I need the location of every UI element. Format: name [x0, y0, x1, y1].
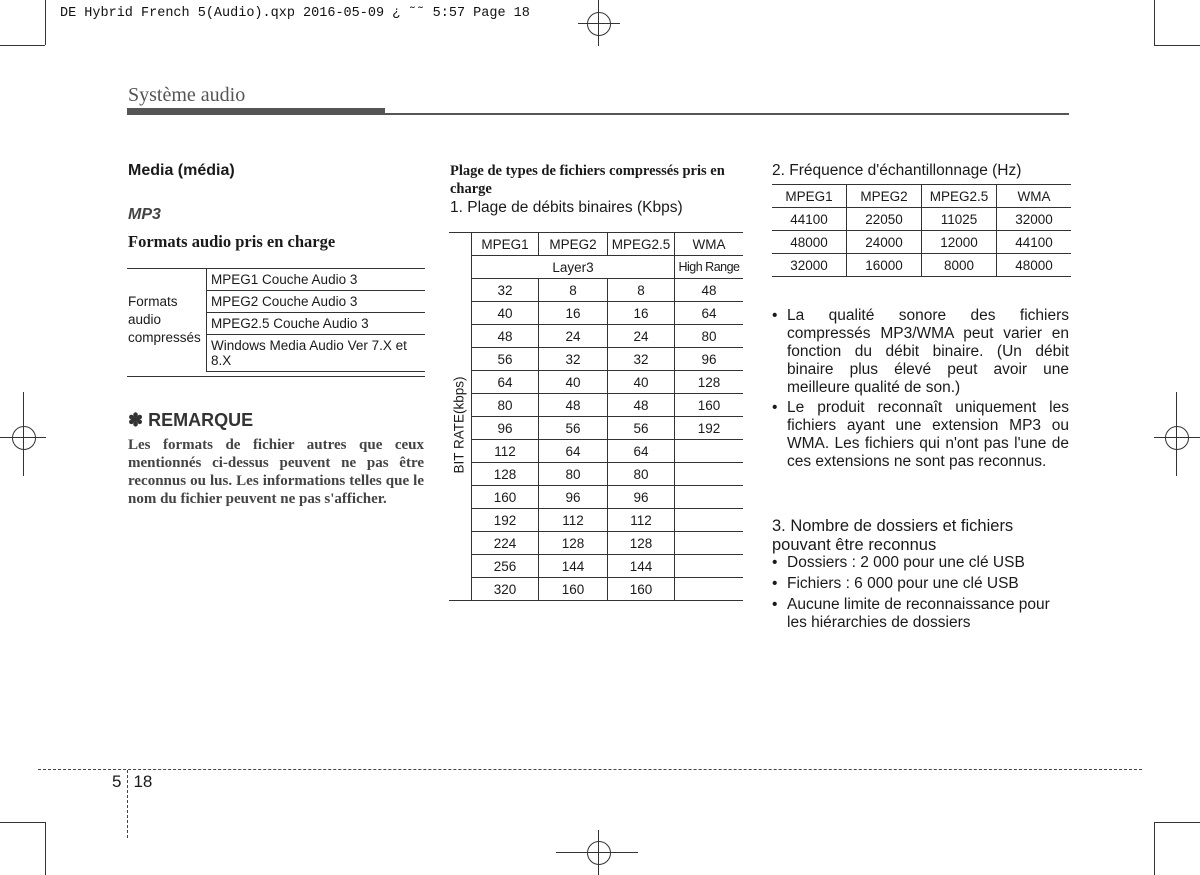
- page-index: 18: [133, 772, 153, 791]
- bitrate-subheading: 1. Plage de débits binaires (Kbps): [450, 199, 683, 216]
- cell: 128: [608, 532, 675, 555]
- cell: 192: [675, 417, 744, 440]
- cell: 32: [539, 348, 608, 371]
- formats-table-bottom-rule: [127, 376, 425, 377]
- list-item: • Fichiers : 6 000 pour une clé USB: [772, 575, 1069, 593]
- cell: [675, 463, 744, 486]
- cell: 112: [608, 509, 675, 532]
- frequency-table: [772, 184, 1071, 277]
- list-item: • Aucune limite de reconnaissance pour les hiérarchies de dossiers: [772, 596, 1069, 632]
- table-row: [449, 532, 743, 555]
- table-header: MPEG1: [772, 185, 847, 208]
- cell: 192: [472, 509, 539, 532]
- cell: 320: [472, 578, 539, 601]
- format-item: MPEG2 Couche Audio 3: [207, 291, 426, 313]
- cell: [675, 509, 744, 532]
- crop-mark: [45, 0, 46, 45]
- cell: 144: [539, 555, 608, 578]
- quality-notes: [772, 307, 1069, 473]
- cell: 80: [608, 463, 675, 486]
- cell: 224: [472, 532, 539, 555]
- table-header: WMA: [675, 233, 744, 256]
- bitrate-axis-text: BIT RATE(kbps): [451, 376, 467, 474]
- cell: 12000: [922, 231, 997, 254]
- cell: 8: [608, 279, 675, 302]
- cell: 44100: [772, 208, 847, 231]
- crop-mark: [0, 45, 45, 46]
- cell: 44100: [997, 231, 1072, 254]
- table-row: [449, 509, 743, 532]
- table-header: MPEG2: [847, 185, 922, 208]
- media-heading: Media (média): [128, 162, 235, 179]
- bitrate-axis-label: [448, 365, 470, 485]
- format-item: MPEG2.5 Couche Audio 3: [207, 313, 426, 335]
- table-header: MPEG2.5: [608, 233, 675, 256]
- layer-label: Layer3: [472, 256, 675, 279]
- page-number: [112, 772, 152, 792]
- print-slug: DE Hybrid French 5(Audio).qxp 2016-05-09 ¿ ˜˜ 5:57 Page 18: [60, 6, 530, 21]
- frequency-heading: 2. Fréquence d'échantillonnage (Hz): [772, 162, 1022, 179]
- table-row: [449, 463, 743, 486]
- cell: 56: [608, 417, 675, 440]
- section3-list: [772, 554, 1069, 635]
- list-item: • Dossiers : 2 000 pour une clé USB: [772, 554, 1069, 572]
- table-row: [772, 254, 1071, 277]
- cell: 64: [472, 371, 539, 394]
- cell: 56: [539, 417, 608, 440]
- cell: 80: [539, 463, 608, 486]
- cell: 32000: [997, 208, 1072, 231]
- cell: 48: [675, 279, 744, 302]
- cell: 144: [608, 555, 675, 578]
- format-item: Windows Media Audio Ver 7.X et 8.X: [207, 335, 426, 372]
- remark-body: Les formats de fichier autres que ceux mentionnés ci-dessus peuvent ne pas être reconnus ou lus. Les informations telles que le nom du fichier peuvent ne pas s'afficher.: [128, 437, 424, 507]
- title-rule-thin: [385, 113, 1069, 115]
- cell: 80: [675, 325, 744, 348]
- formats-heading: Formats audio pris en charge: [128, 232, 336, 251]
- table-row: [449, 486, 743, 509]
- cell: 40: [539, 371, 608, 394]
- mp3-heading: MP3: [128, 206, 161, 223]
- table-row: [449, 325, 743, 348]
- footer-rule: [38, 769, 1142, 770]
- cell: 96: [675, 348, 744, 371]
- cell: 56: [472, 348, 539, 371]
- table-header: MPEG2.5: [922, 185, 997, 208]
- cell: 160: [539, 578, 608, 601]
- cell: 128: [675, 371, 744, 394]
- cell: 96: [472, 417, 539, 440]
- table-row: [772, 208, 1071, 231]
- cell: [675, 532, 744, 555]
- cell: 128: [539, 532, 608, 555]
- cell: 160: [472, 486, 539, 509]
- bitrate-table: [449, 232, 743, 601]
- crop-mark: [45, 822, 46, 875]
- formats-table: [127, 268, 425, 372]
- cell: 24: [539, 325, 608, 348]
- cell: 32: [608, 348, 675, 371]
- list-item: • Le produit reconnaît uniquement les fichiers ayant une extension MP3 ou WMA. Les fichiers qui n'ont pas l'une de ces extensions ne sont pas reconnus.: [772, 399, 1069, 471]
- table-row: [449, 555, 743, 578]
- cell: 40: [472, 302, 539, 325]
- cell: 160: [675, 394, 744, 417]
- section3-heading: 3. Nombre de dossiers et fichiers pouvant être reconnus: [772, 517, 1014, 554]
- cell: 256: [472, 555, 539, 578]
- cell: 48000: [997, 254, 1072, 277]
- cell: 128: [472, 463, 539, 486]
- crop-mark: [1154, 822, 1155, 875]
- cell: 11025: [922, 208, 997, 231]
- list-item: • La qualité sonore des fichiers compressés MP3/WMA peut varier en fonction du débit binaire. (Un débit binaire plus élevé peut avoir une meilleure qualité de son.): [772, 307, 1069, 397]
- cell: [675, 486, 744, 509]
- cell: 160: [608, 578, 675, 601]
- section-title: Système audio: [128, 84, 246, 106]
- cell: 96: [539, 486, 608, 509]
- table-row: [449, 348, 743, 371]
- wma-range-label: High Range: [675, 256, 744, 279]
- cell: 40: [608, 371, 675, 394]
- crop-mark: [0, 822, 45, 823]
- formats-label: Formats audio compressés: [127, 269, 207, 372]
- cell: 80: [472, 394, 539, 417]
- cell: 48: [608, 394, 675, 417]
- cell: [675, 555, 744, 578]
- table-row: [772, 231, 1071, 254]
- cell: 24: [608, 325, 675, 348]
- cell: 64: [539, 440, 608, 463]
- cell: 96: [608, 486, 675, 509]
- table-row: [449, 302, 743, 325]
- cell: 112: [472, 440, 539, 463]
- chapter-number: 5: [112, 772, 122, 791]
- table-row: [449, 279, 743, 302]
- cell: [675, 578, 744, 601]
- table-row: [449, 417, 743, 440]
- crop-mark: [1154, 0, 1155, 45]
- cell: [675, 440, 744, 463]
- crop-mark: [1154, 822, 1200, 823]
- cell: 48: [539, 394, 608, 417]
- table-row: [449, 394, 743, 417]
- cell: 8: [539, 279, 608, 302]
- crop-mark: [1154, 45, 1200, 46]
- bitrate-heading: Plage de types de fichiers compressés pris en charge: [450, 163, 725, 197]
- remark-heading: ✽ REMARQUE: [128, 410, 254, 430]
- table-row: [449, 578, 743, 601]
- table-row: [449, 440, 743, 463]
- cell: 8000: [922, 254, 997, 277]
- cell: 32: [472, 279, 539, 302]
- table-row: [449, 371, 743, 394]
- cell: 64: [675, 302, 744, 325]
- table-header: MPEG2: [539, 233, 608, 256]
- title-rule-thick: [127, 108, 385, 115]
- cell: 48: [472, 325, 539, 348]
- cell: 64: [608, 440, 675, 463]
- table-header: MPEG1: [472, 233, 539, 256]
- cell: 22050: [847, 208, 922, 231]
- table-header: WMA: [997, 185, 1072, 208]
- cell: 16: [608, 302, 675, 325]
- cell: 16000: [847, 254, 922, 277]
- cell: 32000: [772, 254, 847, 277]
- format-item: MPEG1 Couche Audio 3: [207, 269, 426, 291]
- cell: 48000: [772, 231, 847, 254]
- cell: 16: [539, 302, 608, 325]
- cell: 112: [539, 509, 608, 532]
- cell: 24000: [847, 231, 922, 254]
